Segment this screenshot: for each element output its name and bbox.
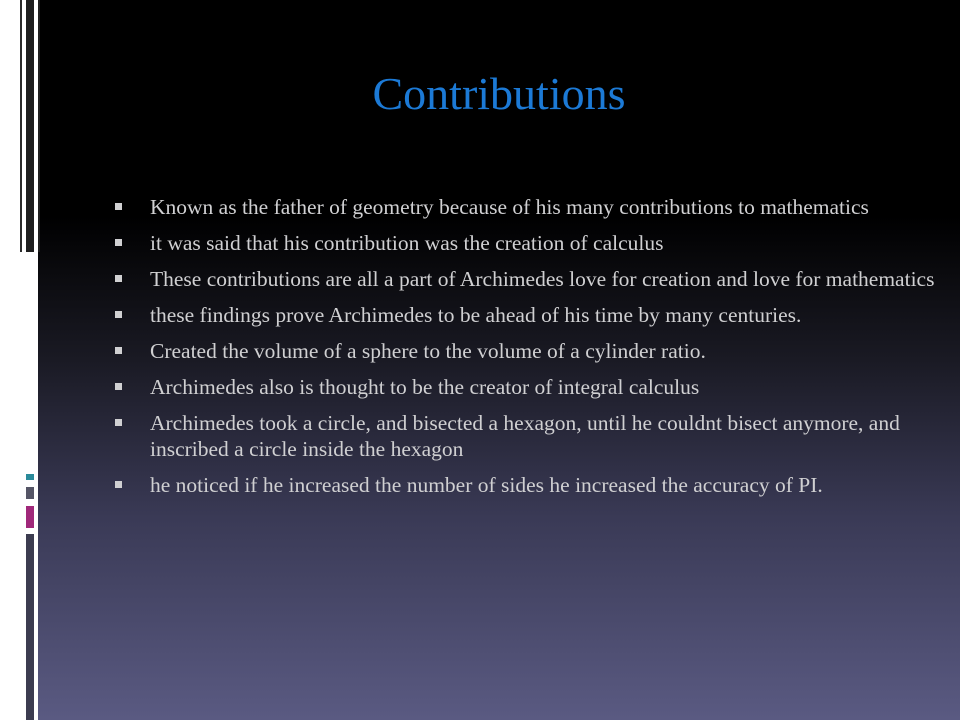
slide [38, 0, 960, 720]
bullet-list [114, 194, 944, 508]
square-bullet-icon [115, 347, 122, 354]
deco-edge-gray [26, 487, 34, 499]
square-bullet-icon [115, 481, 122, 488]
bullet-item [114, 338, 944, 364]
bullet-item [114, 302, 944, 328]
bullet-item [114, 374, 944, 400]
bullet-text: it was said that his contribution was the creation of calculus [150, 231, 664, 255]
square-bullet-icon [115, 383, 122, 390]
deco-edge-magenta [26, 506, 34, 528]
slide-title: Contributions [372, 68, 626, 119]
bullet-item [114, 230, 944, 256]
bullet-text: Known as the father of geometry because of his many contributions to mathematics [150, 195, 869, 219]
square-bullet-icon [115, 419, 122, 426]
deco-bar-1 [38, 0, 40, 252]
bullet-text: Created the volume of a sphere to the volume of a cylinder ratio. [150, 339, 706, 363]
deco-edge-dark-3 [26, 534, 34, 720]
bullet-text: these findings prove Archimedes to be ahead of his time by many centuries. [150, 303, 802, 327]
bullet-item [114, 472, 944, 498]
square-bullet-icon [115, 203, 122, 210]
bullet-item [114, 410, 944, 462]
bullet-text: he noticed if he increased the number of sides he increased the accuracy of PI. [150, 473, 823, 497]
bullet-item [114, 194, 944, 220]
bullet-text: Archimedes also is thought to be the creator of integral calculus [150, 375, 700, 399]
bullet-item [114, 266, 944, 292]
deco-edge-dark-1 [26, 0, 34, 252]
bullet-text: Archimedes took a circle, and bisected a hexagon, until he couldnt bisect anymore, and inscribed a circle inside the hexagon [150, 411, 900, 461]
square-bullet-icon [115, 311, 122, 318]
square-bullet-icon [115, 239, 122, 246]
deco-edge-teal [26, 474, 34, 480]
square-bullet-icon [115, 275, 122, 282]
deco-edge-dark-2 [20, 0, 22, 252]
bullet-text: These contributions are all a part of Archimedes love for creation and love for mathematics [150, 267, 935, 291]
